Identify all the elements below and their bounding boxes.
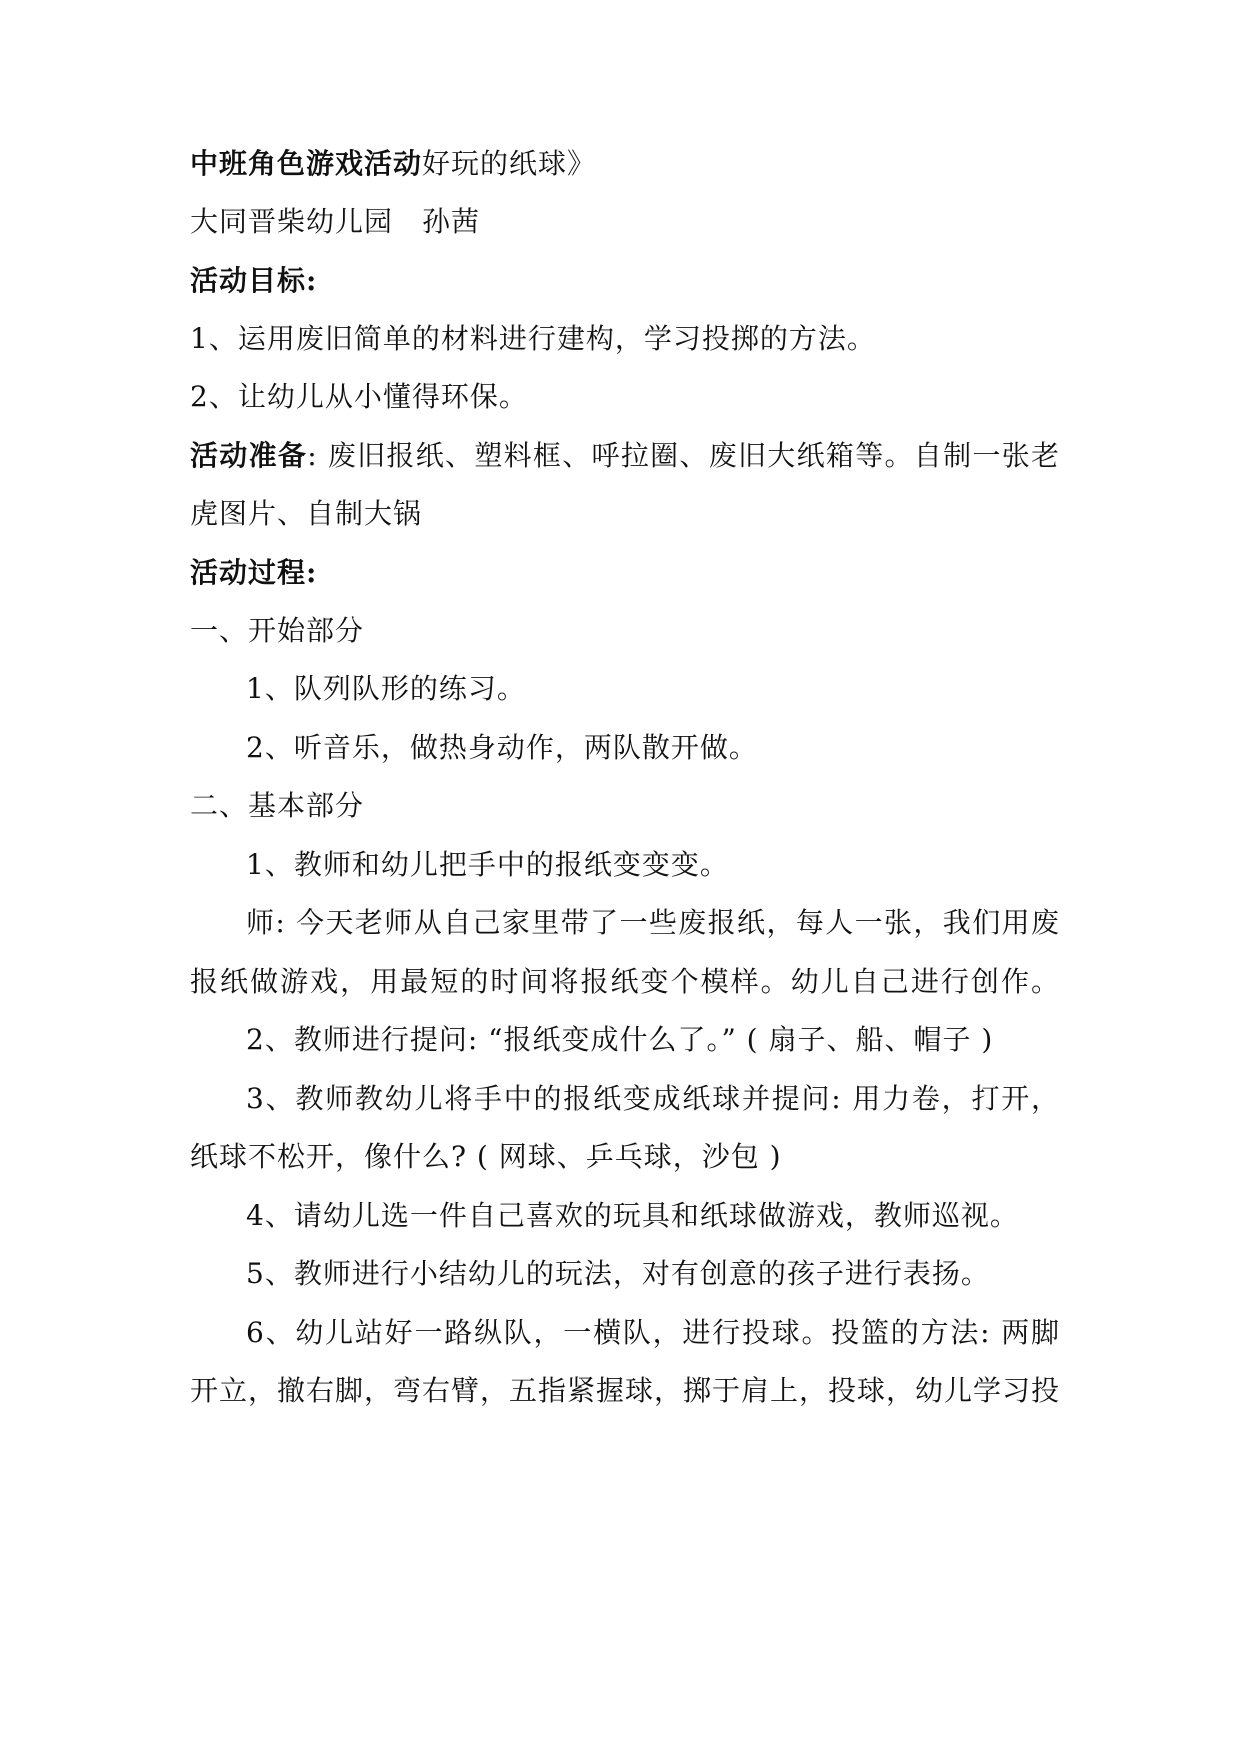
process-heading: 活动过程:	[190, 556, 318, 589]
part2-heading: 二、基本部分	[190, 789, 365, 822]
goals-heading: 活动目标:	[190, 264, 318, 297]
goal-item-2: 2、让幼儿从小懂得环保。	[190, 380, 528, 413]
part2-line-10: 开立，撤右脚，弯右臂，五指紧握球，掷于肩上，投球，幼儿学习投	[190, 1374, 1061, 1407]
part2-line-2: 师: 今天老师从自己家里带了一些废报纸，每人一张，我们用废	[246, 906, 1060, 939]
document-title	[190, 144, 1060, 184]
part2-line-5: 3、教师教幼儿将手中的报纸变成纸球并提问: 用力卷，打开，	[246, 1082, 1060, 1115]
part2-line-8: 5、教师进行小结幼儿的玩法，对有创意的孩子进行表扬。	[246, 1257, 990, 1290]
prep-text-1: : 废旧报纸、塑料框、呼拉圈、废旧大纸箱等。自制一张老	[307, 439, 1060, 472]
part2-line-6: 纸球不松开，像什么? ( 网球、乒乓球，沙包 )	[190, 1140, 782, 1173]
author-line: 大同晋柴幼儿园 孙茜	[190, 205, 481, 238]
prep-heading: 活动准备	[190, 439, 308, 472]
goal-item-1: 1、运用废旧简单的材料进行建构，学习投掷的方法。	[190, 322, 876, 355]
part1-heading: 一、开始部分	[190, 614, 365, 647]
part2-line-4: 2、教师进行提问: “报纸变成什么了。” ( 扇子、船、帽子 )	[246, 1023, 994, 1056]
part2-line-1: 1、教师和幼儿把手中的报纸变变变。	[246, 848, 729, 881]
part1-item-1: 1、队列队形的练习。	[246, 672, 526, 705]
part2-line-9: 6、幼儿站好一路纵队，一横队，进行投球。投篮的方法: 两脚	[246, 1316, 1060, 1349]
title-normal: 好玩的纸球》	[422, 147, 597, 180]
part2-line-7: 4、请幼儿选一件自己喜欢的玩具和纸球做游戏，教师巡视。	[246, 1199, 1019, 1232]
part2-line-3: 报纸做游戏，用最短的时间将报纸变个模样。幼儿自己进行创作。	[190, 965, 1060, 998]
prep-line-2: 虎图片、自制大锅	[190, 497, 423, 530]
prep-line-1	[190, 436, 1060, 476]
part1-item-2: 2、听音乐，做热身动作，两队散开做。	[246, 731, 758, 764]
title-bold: 中班角色游戏活动	[190, 147, 423, 180]
